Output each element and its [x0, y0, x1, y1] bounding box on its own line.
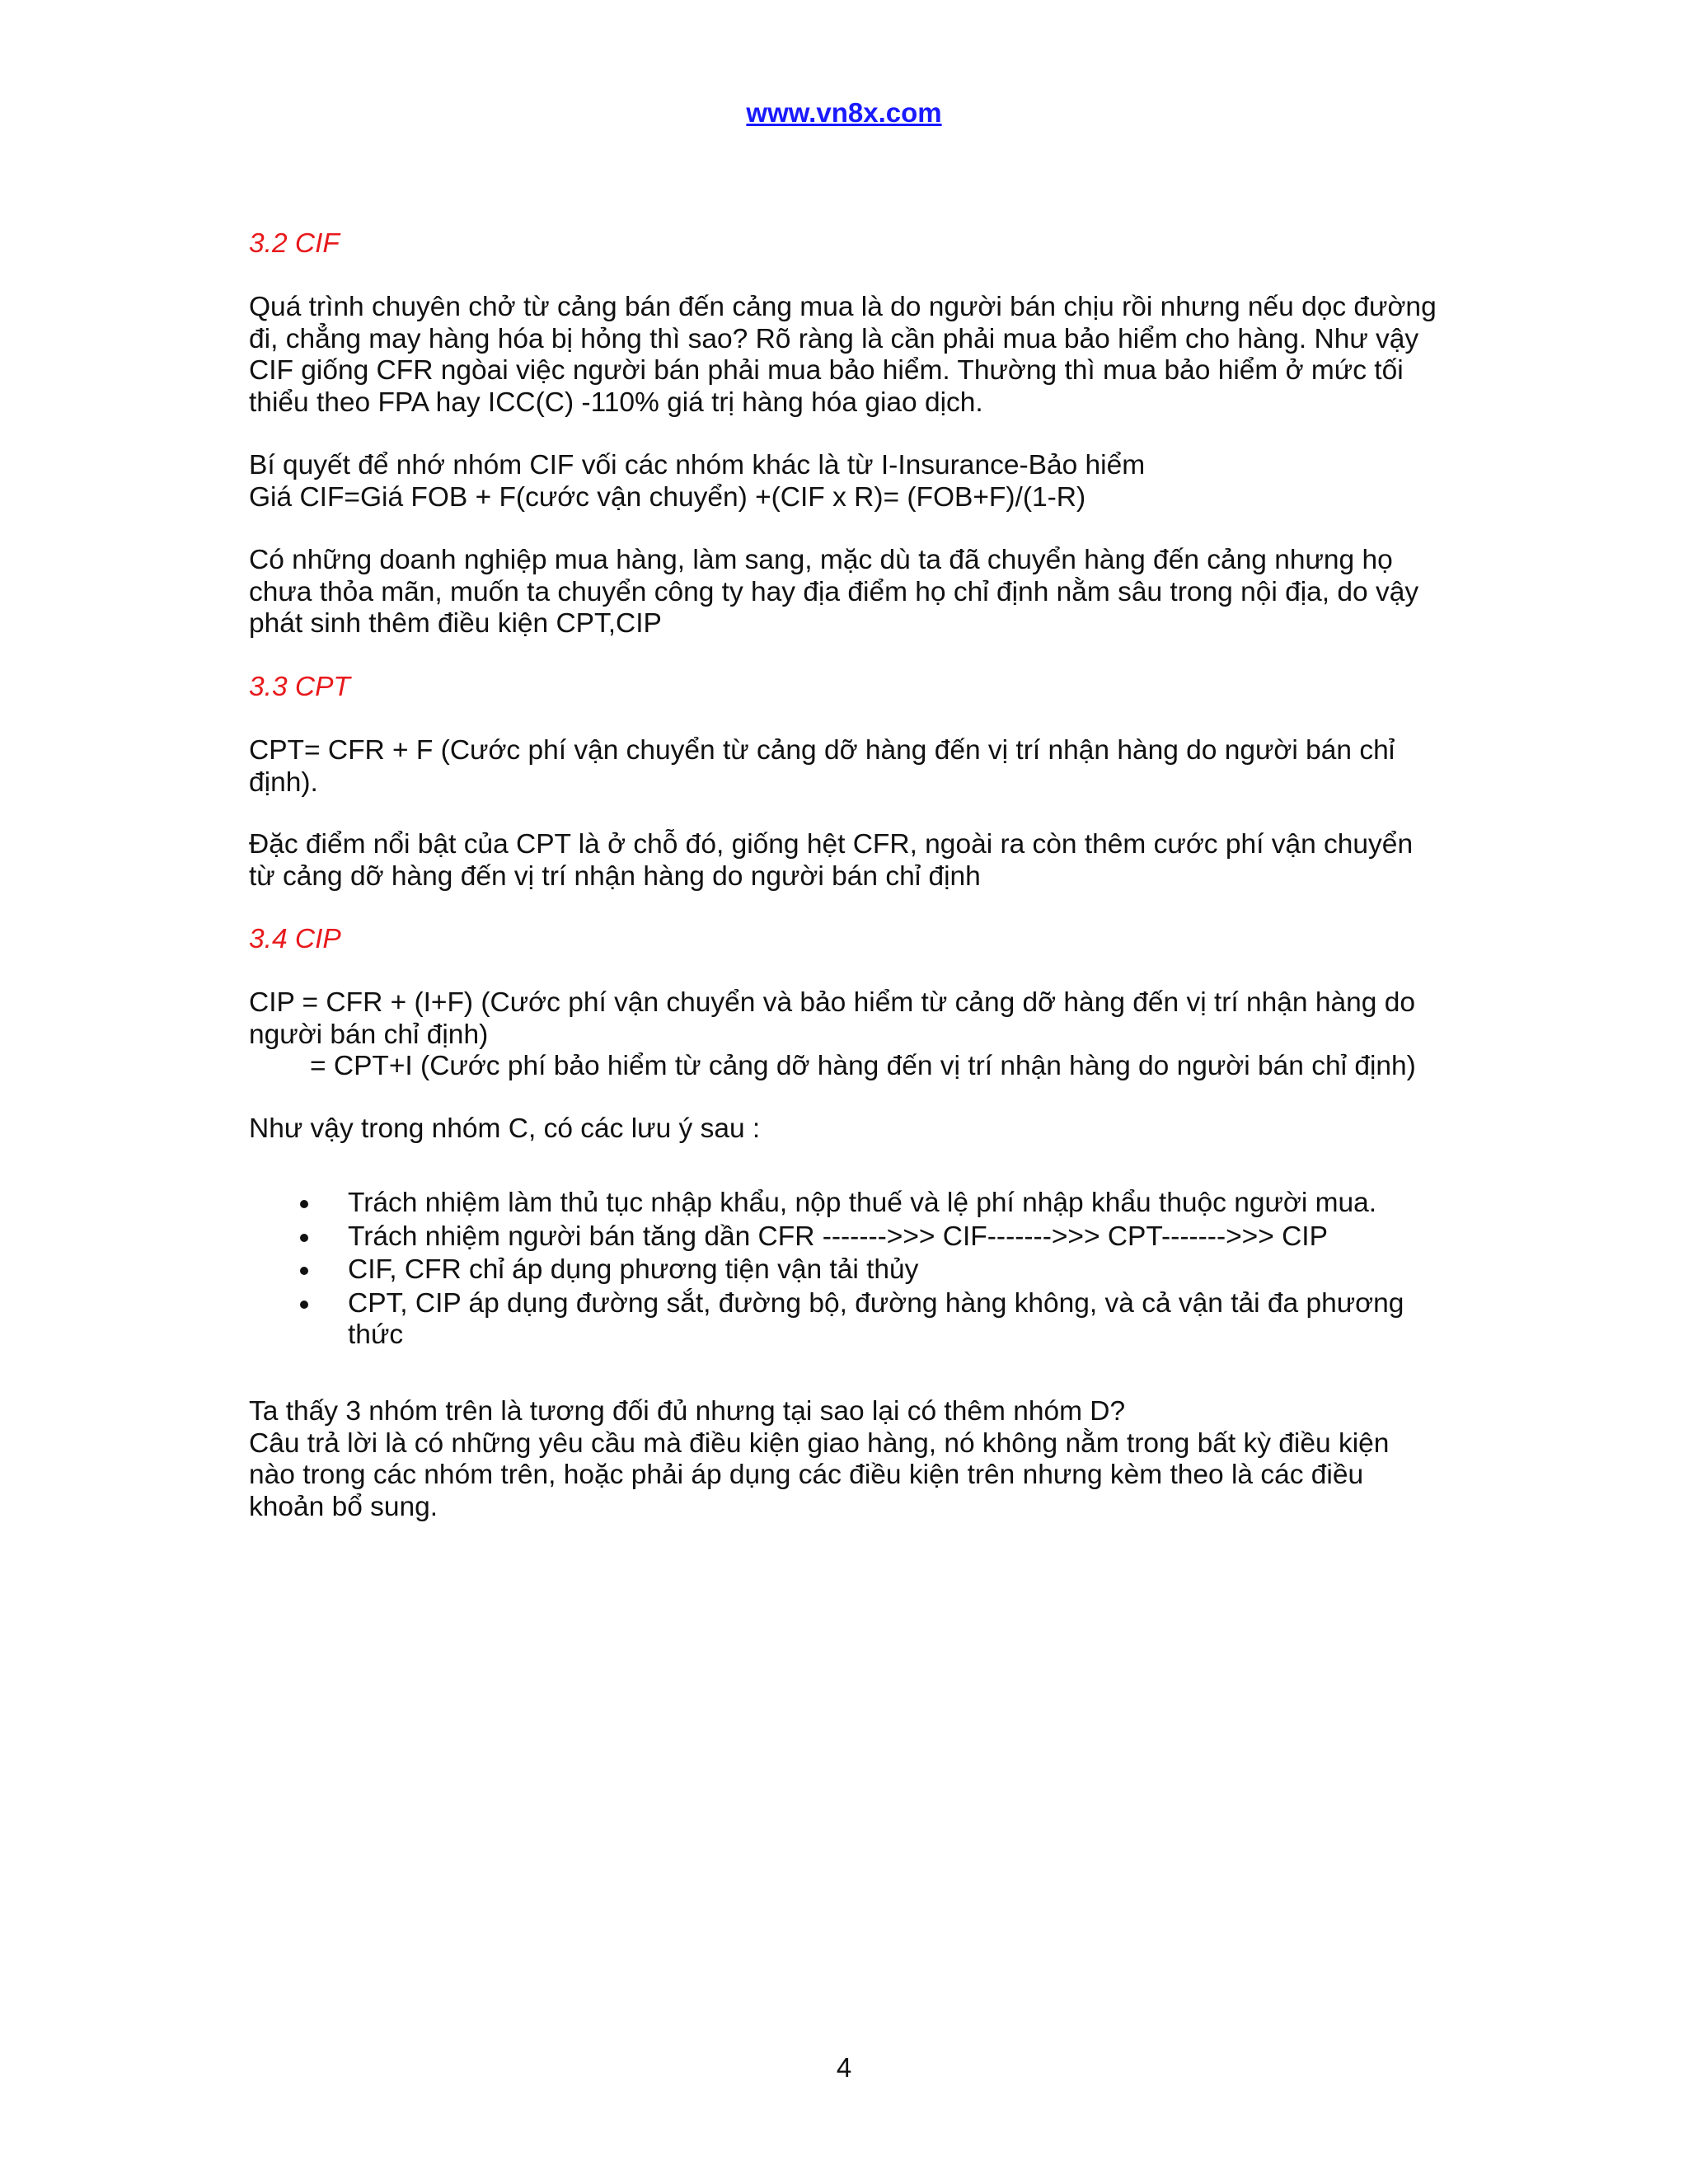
cif-paragraph-2 — [249, 450, 1452, 513]
text-line: Trách nhiệm người bán tăng dần CFR ------->>> CIF------->>> CPT------->>> CIP — [348, 1221, 1328, 1252]
text-line: Đặc điểm nổi bật của CPT là ở chỗ đó, giống hệt CFR, ngoài ra còn thêm cước phí vận chuyển — [249, 829, 1414, 860]
bullet-icon — [300, 1200, 308, 1208]
text-line: người bán chỉ định) — [249, 1019, 489, 1050]
list-item — [249, 1288, 1452, 1352]
cif-paragraph-3 — [249, 545, 1452, 640]
text-line: Trách nhiệm làm thủ tục nhập khẩu, nộp thuế và lệ phí nhập khẩu thuộc người mua. — [348, 1188, 1377, 1218]
text-line: chưa thỏa mãn, muốn ta chuyển công ty hay địa điểm họ chỉ định nằm sâu trong nội địa, do vậy — [249, 576, 1419, 607]
text-line: CIF giống CFR ngòai việc người bán phải mua bảo hiểm. Thường thì mua bảo hiểm ở mức tối — [249, 355, 1404, 386]
text-line: đi, chẳng may hàng hóa bị hỏng thì sao? Rõ ràng là cần phải mua bảo hiểm cho hàng. Như vậy — [249, 323, 1419, 354]
text-line: thiểu theo FPA hay ICC(C) -110% giá trị hàng hóa giao dịch. — [249, 387, 983, 418]
text-line: khoản bổ sung. — [249, 1491, 438, 1522]
list-item — [249, 1188, 1452, 1220]
section-title-cpt: 3.3 CPT — [249, 672, 350, 702]
text-line: thức — [348, 1319, 404, 1350]
bullet-icon — [300, 1234, 308, 1242]
text-line-indented: = CPT+I (Cước phí bảo hiểm từ cảng dỡ hàng đến vị trí nhận hàng do người bán chỉ định) — [310, 1051, 1416, 1081]
text-line: Bí quyết để nhớ nhóm CIF vối các nhóm khác là từ I-Insurance-Bảo hiểm — [249, 450, 1146, 480]
text-line: Như vậy trong nhóm C, có các lưu ý sau : — [249, 1113, 761, 1144]
text-line: CPT, CIP áp dụng đường sắt, đường bộ, đường hàng không, và cả vận tải đa phương — [348, 1287, 1404, 1319]
list-item — [249, 1254, 1452, 1286]
text-line: Giá CIF=Giá FOB + F(cước vận chuyển) +(CIF x R)= (FOB+F)/(1-R) — [249, 481, 1086, 513]
cip-notes-intro — [249, 1113, 1452, 1146]
text-line: nào trong các nhóm trên, hoặc phải áp dụng các điều kiện trên nhưng kèm theo là các điều — [249, 1460, 1364, 1490]
header-link[interactable]: www.vn8x.com — [746, 97, 942, 128]
cpt-paragraph-2 — [249, 829, 1452, 893]
text-line: CIF, CFR chỉ áp dụng phương tiện vận tải thủy — [348, 1254, 919, 1285]
text-line: CIP = CFR + (I+F) (Cước phí vận chuyển và bảo hiểm từ cảng dỡ hàng đến vị trí nhận hàng do — [249, 987, 1415, 1018]
text-line: Có những doanh nghiệp mua hàng, làm sang, mặc dù ta đã chuyển hàng đến cảng nhưng họ — [249, 545, 1393, 575]
cpt-paragraph-1 — [249, 735, 1452, 799]
text-line: CPT= CFR + F (Cước phí vận chuyển từ cảng dỡ hàng đến vị trí nhận hàng do người bán chỉ — [249, 735, 1395, 766]
bullet-icon — [300, 1267, 308, 1275]
text-line: Quá trình chuyên chở từ cảng bán đến cảng mua là do người bán chịu rồi nhưng nếu dọc đường — [249, 292, 1437, 322]
section-title-cip: 3.4 CIP — [249, 924, 341, 954]
section-title-cif: 3.2 CIF — [249, 228, 340, 259]
text-line: định). — [249, 766, 318, 798]
list-item — [249, 1221, 1452, 1254]
cip-paragraph-1 — [249, 987, 1452, 1083]
text-line: từ cảng dỡ hàng đến vị trí nhận hàng do người bán chỉ định — [249, 860, 981, 892]
closing-paragraph — [249, 1396, 1452, 1523]
text-line: Câu trả lời là có những yêu cầu mà điều kiện giao hàng, nó không nằm trong bất kỳ điều kiện — [249, 1427, 1390, 1459]
cif-paragraph-1 — [249, 292, 1452, 419]
bullet-icon — [300, 1301, 308, 1309]
notes-bullet-list — [249, 1188, 1452, 1353]
page-number: 4 — [836, 2052, 852, 2083]
text-line: Ta thấy 3 nhóm trên là tương đối đủ nhưng tại sao lại có thêm nhóm D? — [249, 1396, 1126, 1427]
text-line: phát sinh thêm điều kiện CPT,CIP — [249, 608, 662, 639]
